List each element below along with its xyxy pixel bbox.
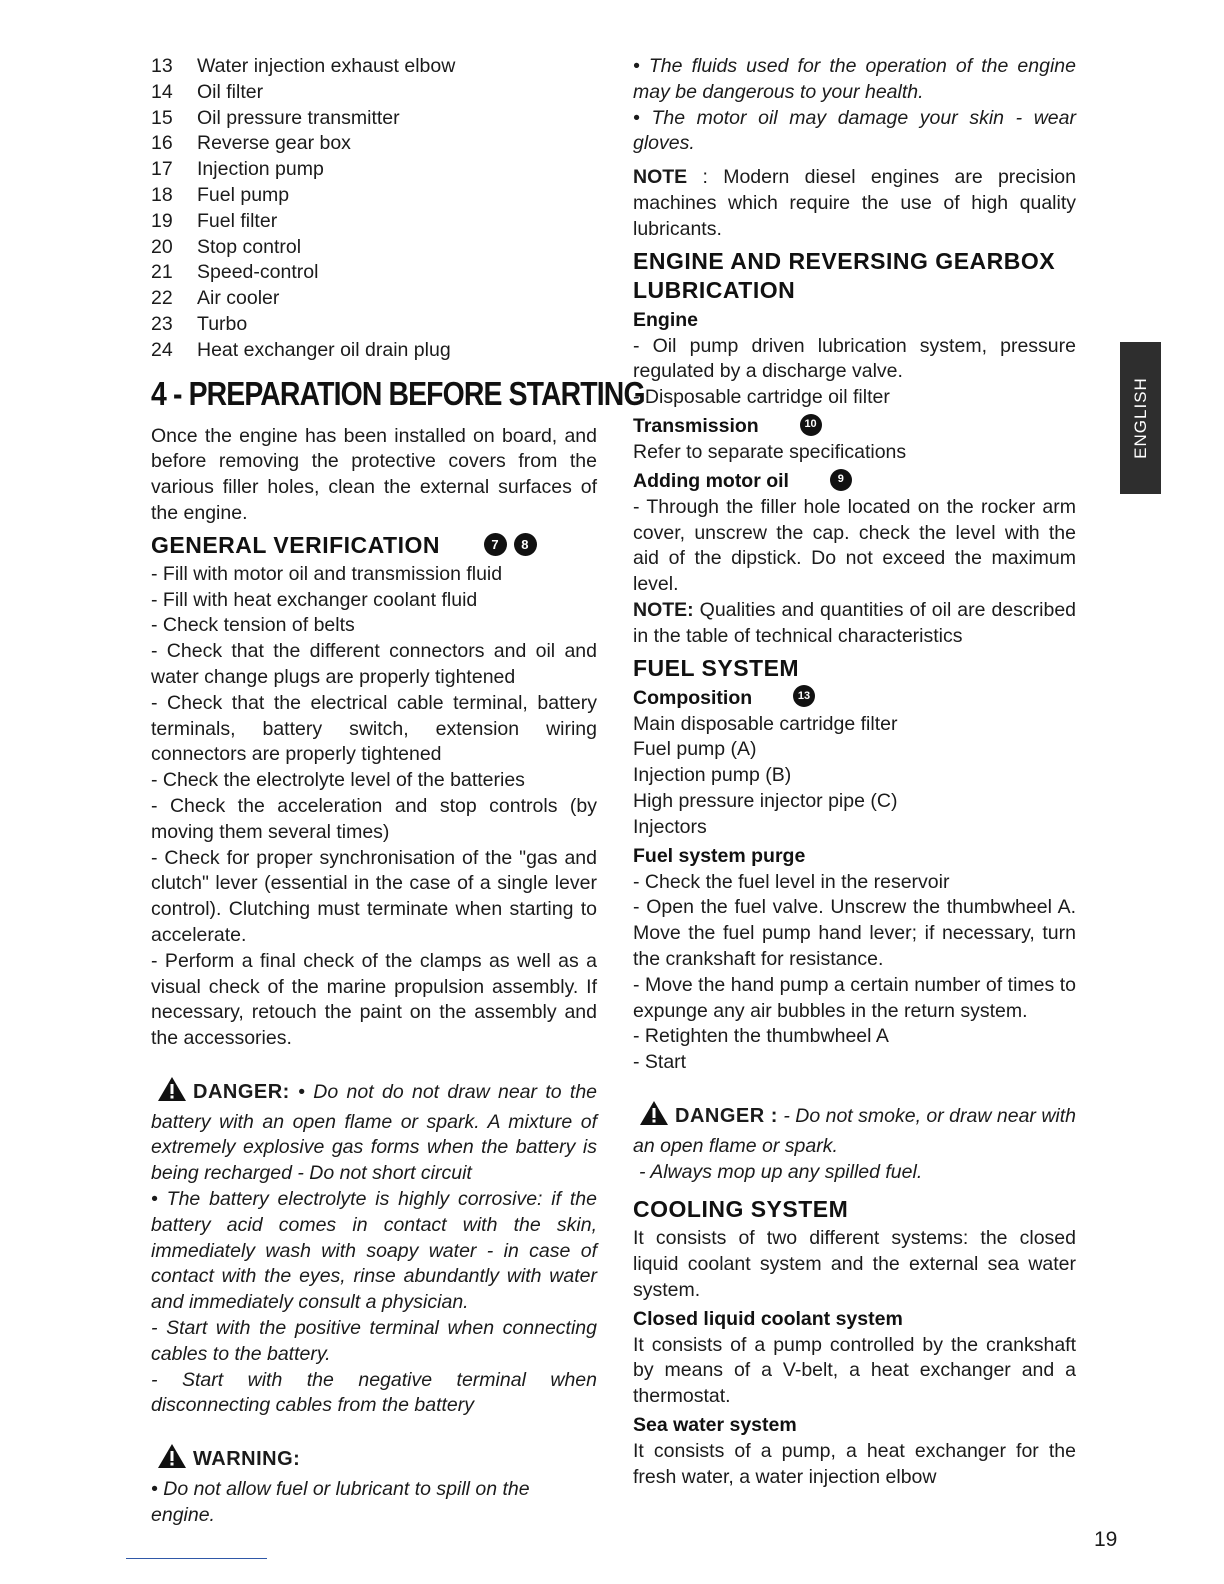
list-item: - Check that the different connectors and oil and water change plugs are properly tightened — [151, 640, 597, 688]
list-item: 17 Injection pump — [151, 158, 324, 181]
list-item: 22 Air cooler — [151, 287, 280, 310]
parts-list — [151, 54, 597, 364]
note-paragraph: NOTE: Qualities and quantities of oil are described in the table of technical characteristics — [633, 598, 1077, 647]
right-column — [633, 54, 1076, 1491]
list-item: 21 Speed-control — [151, 261, 319, 284]
list-item: - Disposable cartridge oil filter — [633, 386, 890, 409]
transmission-heading: Transmission 10 — [633, 413, 1076, 440]
fuel-system-heading: FUEL SYSTEM — [633, 654, 800, 681]
figure-badge: 13 — [793, 685, 815, 707]
cooling-system-heading: COOLING SYSTEM — [633, 1196, 849, 1223]
danger-item: • The battery electrolyte is highly corrosive: if the battery acid comes in contact with the skin, immediately wash with soapy water - in case of contact with the eyes, rinse abundantly with water and immediately consult a physician. — [151, 1188, 597, 1314]
list-item: Main disposable cartridge filter — [633, 712, 898, 735]
danger-text: - Do not smoke, or draw near with an open flame or spark. — [633, 1104, 1077, 1157]
danger-block — [633, 1100, 1076, 1160]
general-verification-heading: GENERAL VERIFICATION 7 8 — [151, 531, 597, 560]
footer-rule — [126, 1558, 267, 1559]
language-tab — [1120, 342, 1161, 494]
list-item: - Oil pump driven lubrication system, pressure regulated by a discharge valve. — [633, 334, 1076, 383]
list-item: - Check for proper synchronisation of the "gas and clutch" lever (essential in the case of a single lever control). Clutching must terminate when starting to accelerate. — [151, 846, 597, 946]
warning-heading — [151, 1443, 597, 1477]
lubrication-heading: ENGINE AND REVERSING GEARBOX LUBRICATION — [633, 247, 1056, 303]
list-item: - Open the fuel valve. Unscrew the thumbwheel A. Move the fuel pump hand lever; if necessary, turn the crankshaft for resistance. — [633, 896, 1076, 970]
purge-heading: Fuel system purge — [633, 844, 806, 867]
list-item: 15 Oil pressure transmitter — [151, 106, 400, 129]
intro-paragraph: Once the engine has been installed on board, and before removing the protective covers from the various filler holes, clean the external surfaces of the engine. — [151, 424, 597, 524]
list-item: - Perform a final check of the clamps as well as a visual check of the marine propulsion assembly. If necessary, retouch the paint on the assembly and the accessories. — [151, 949, 597, 1050]
list-item: 13 Water injection exhaust elbow — [151, 55, 456, 77]
caution-item: • The motor oil may damage your skin - wear gloves. — [633, 106, 1076, 155]
sea-water-text: It consists of a pump, a heat exchanger for the fresh water, a water injection elbow — [633, 1440, 1076, 1488]
left-column — [151, 54, 645, 1529]
danger-item: - Start with the positive terminal when connecting cables to the battery. — [151, 1317, 597, 1365]
danger-item: - Always mop up any spilled fuel. — [639, 1160, 923, 1183]
list-item: Injection pump (B) — [633, 764, 792, 787]
sea-water-heading: Sea water system — [633, 1414, 797, 1437]
list-item: - Fill with motor oil and transmission fluid — [151, 562, 503, 585]
list-item: - Check the acceleration and stop controls (by moving them several times) — [151, 794, 597, 843]
warning-triangle-icon — [157, 1076, 187, 1110]
danger-text: • Do not do not draw near to the battery with an open flame or spark. A mixture of extremely explosive gas forms when the battery is being recharged - Do not short circuit — [151, 1080, 598, 1185]
list-item: - Fill with heat exchanger coolant fluid — [151, 588, 478, 611]
list-item: 14 Oil filter — [151, 80, 264, 103]
list-item: Injectors — [633, 815, 707, 838]
section-title: 4 - PREPARATION BEFORE STARTING — [151, 374, 645, 412]
transmission-text: Refer to separate specifications — [633, 440, 907, 463]
figure-badge: 7 — [484, 533, 507, 556]
note-label: NOTE — [633, 166, 688, 189]
closed-coolant-heading: Closed liquid coolant system — [633, 1307, 903, 1330]
list-item: - Check the electrolyte level of the batteries — [151, 769, 525, 792]
list-item: - Check the fuel level in the reservoir — [633, 870, 950, 893]
note-paragraph: NOTE : Modern diesel engines are precision machines which require the use of high quality lubricants. — [633, 166, 1077, 240]
list-item: Fuel pump (A) — [633, 738, 757, 761]
closed-coolant-text: It consists of a pump controlled by the crankshaft by means of a V-belt, a heat exchanger and a thermostat. — [633, 1333, 1076, 1408]
figure-badge: 10 — [800, 414, 822, 436]
list-item: 19 Fuel filter — [151, 209, 278, 232]
list-item: - Retighten the thumbwheel A — [633, 1025, 889, 1048]
danger-label: DANGER: — [193, 1080, 290, 1103]
danger-label: DANGER : — [675, 1104, 778, 1127]
list-item: High pressure injector pipe (C) — [633, 789, 898, 812]
language-tab-label: ENGLISH — [1130, 377, 1150, 459]
caution-item: • The fluids used for the operation of the engine may be dangerous to your health. — [633, 55, 1076, 103]
list-item: - Move the hand pump a certain number of times to expunge any air bubbles in the return system. — [633, 973, 1076, 1022]
danger-item: - Start with the negative terminal when disconnecting cables from the battery — [151, 1368, 597, 1417]
danger-block — [151, 1076, 597, 1187]
adding-oil-heading: Adding motor oil 9 — [633, 468, 1076, 495]
list-item: 20 Stop control — [151, 235, 302, 258]
list-item: - Start — [633, 1051, 687, 1074]
list-item: 18 Fuel pump — [151, 183, 290, 206]
list-item: - Check tension of belts — [151, 614, 355, 637]
cooling-text: It consists of two different systems: the closed liquid coolant system and the external sea water system. — [633, 1227, 1076, 1301]
warning-triangle-icon — [639, 1100, 669, 1134]
warning-triangle-icon — [157, 1443, 187, 1477]
figure-badge: 8 — [514, 533, 537, 556]
warning-text: • Do not allow fuel or lubricant to spill on the engine. — [151, 1478, 530, 1526]
page-number: 19 — [1094, 1528, 1118, 1551]
list-item: 24 Heat exchanger oil drain plug — [151, 338, 451, 361]
list-item: - Check that the electrical cable terminal, battery terminals, battery switch, extension wiring connectors are properly tightened — [151, 691, 597, 766]
engine-heading: Engine — [633, 308, 699, 331]
note-label: NOTE: — [633, 598, 694, 621]
adding-oil-text: - Through the filler hole located on the rocker arm cover, unscrew the cap. check the level with the aid of the dipstick. Do not exceed the maximum level. — [633, 495, 1076, 596]
figure-badge: 9 — [830, 469, 852, 491]
list-item: 23 Turbo — [151, 312, 248, 335]
composition-heading: Composition 13 — [633, 685, 1076, 712]
list-item: 16 Reverse gear box — [151, 132, 351, 155]
warning-label: WARNING: — [193, 1448, 301, 1471]
